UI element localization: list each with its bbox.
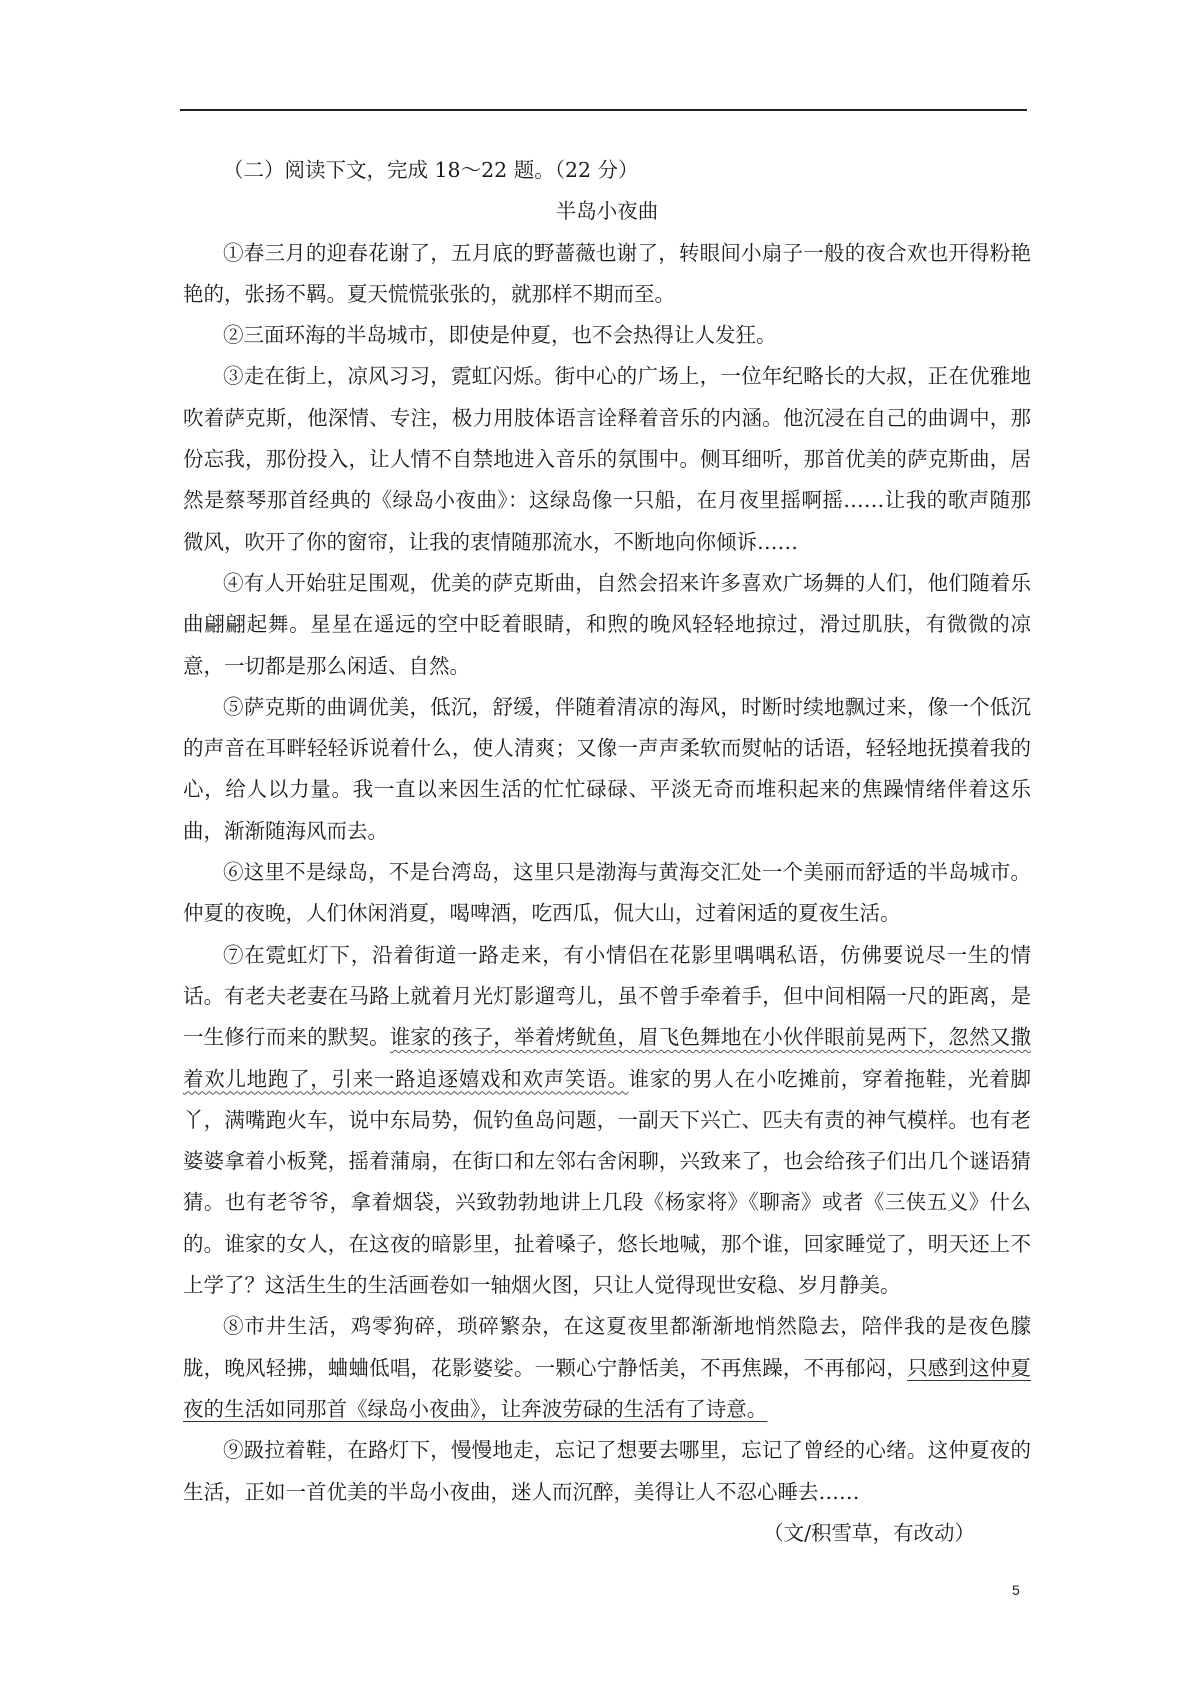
paragraph-3: ③走在街上，凉风习习，霓虹闪烁。街中心的广场上，一位年纪略长的大叔，正在优雅地吹着萨克斯，他深情、专注，极力用肢体语言诠释着音乐的内涵。他沉浸在自己的曲调中，那份忘我，那份投入，让人情不自禁地进入音乐的氛围中。侧耳细听，那首优美的萨克斯曲，居然是蔡琴那首经典的《绿岛小夜曲》：这绿岛像一只船，在月夜里摇啊摇……让我的歌声随那微风，吹开了你的窗帘，让我的衷情随那流水，不断地向你倾诉…… bbox=[183, 364, 1031, 554]
paragraph-2: ②三面环海的半岛城市，即使是仲夏，也不会热得让人发狂。 bbox=[223, 323, 777, 348]
reading-passage bbox=[183, 150, 1031, 1554]
wavy-underlined-sentence: 谁家的孩子，举着烤鱿鱼，眉飞色舞地在小伙伴眼前晃两下，忽然又撒着欢儿地跑了，引来一路追逐嬉戏和欢声笑语。 bbox=[183, 1025, 1031, 1091]
paragraph-7-text-a: ⑦在霓虹灯下，沿着街道一路走来，有小情侣在花影里喁喁私语，仿佛要说尽一生的情话。有老夫老妻在马路上就着月光灯影遛弯儿，虽不曾手牵着手，但中间相隔一尺的距离，是一生修行而来的默契。 bbox=[183, 942, 1031, 1050]
paragraph-5: ⑤萨克斯的曲调优美，低沉，舒缓，伴随着清凉的海风，时断时续地飘过来，像一个低沉的声音在耳畔轻轻诉说着什么，使人清爽；又像一声声柔软而熨帖的话语，轻轻地抚摸着我的心，给人以力量。我一直以来因生活的忙忙碌碌、平淡无奇而堆积起来的焦躁情绪伴着这乐曲，渐渐随海风而去。 bbox=[183, 694, 1031, 843]
paragraph-7 bbox=[183, 935, 1031, 1307]
header-rule bbox=[180, 109, 1027, 111]
underlined-sentence: 只感到这仲夏夜的生活如同那首《绿岛小夜曲》，让奔波劳碌的生活有了诗意。 bbox=[183, 1355, 1031, 1421]
article-title: 半岛小夜曲 bbox=[555, 199, 659, 224]
paragraph-1: ①春三月的迎春花谢了，五月底的野蔷薇也谢了，转眼间小扇子一般的夜合欢也开得粉艳艳的，张扬不羁。夏天慌慌张张的，就那样不期而至。 bbox=[183, 240, 1031, 306]
paragraph-6: ⑥这里不是绿岛，不是台湾岛，这里只是渤海与黄海交汇处一个美丽而舒适的半岛城市。仲夏的夜晚，人们休闲消夏，喝啤酒，吃西瓜，侃大山，过着闲适的夏夜生活。 bbox=[183, 860, 1031, 926]
page-number: 5 bbox=[1012, 1582, 1020, 1598]
paragraph-8 bbox=[183, 1306, 1031, 1430]
paragraph-7-text-b: 谁家的男人在小吃摊前，穿着拖鞋，光着脚丫，满嘴跑火车，说中东局势，侃钓鱼岛问题，一副天下兴亡、匹夫有责的神气模样。也有老婆婆拿着小板凳，摇着蒲扇，在街口和左邻右舍闲聊，兴致来了，也会给孩子们出几个谜语猜猜。也有老爷爷，拿着烟袋，兴致勃勃地讲上几段《杨家将》《聊斋》或者《三侠五义》什么的。谁家的女人，在这夜的暗影里，扯着嗓子，悠长地喊，那个谁，回家睡觉了，明天还上不上学了？这活生生的生活画卷如一轴烟火图，只让人觉得现世安稳、岁月静美。 bbox=[183, 1066, 1032, 1298]
section-instruction: （二）阅读下文，完成 18～22 题。（22 分） bbox=[223, 158, 639, 182]
paragraph-9: ⑨趿拉着鞋，在路灯下，慢慢地走，忘记了想要去哪里，忘记了曾经的心绪。这仲夏夜的生活，正如一首优美的半岛小夜曲，迷人而沉醉，美得让人不忍心睡去…… bbox=[183, 1438, 1031, 1504]
source-note: （文/积雪草，有改动） bbox=[763, 1520, 975, 1545]
paragraph-8-text-a: ⑧市井生活，鸡零狗碎，琐碎繁杂，在这夏夜里都渐渐地悄然隐去，陪伴我的是夜色朦胧，晚风轻拂，蛐蛐低唱，花影婆娑。一颗心宁静恬美，不再焦躁，不再郁闷， bbox=[183, 1314, 1031, 1380]
paragraph-4: ④有人开始驻足围观，优美的萨克斯曲，自然会招来许多喜欢广场舞的人们，他们随着乐曲翩翩起舞。星星在遥远的空中眨着眼睛，和煦的晚风轻轻地掠过，滑过肌肤，有微微的凉意，一切都是那么闲适、自然。 bbox=[183, 570, 1031, 678]
